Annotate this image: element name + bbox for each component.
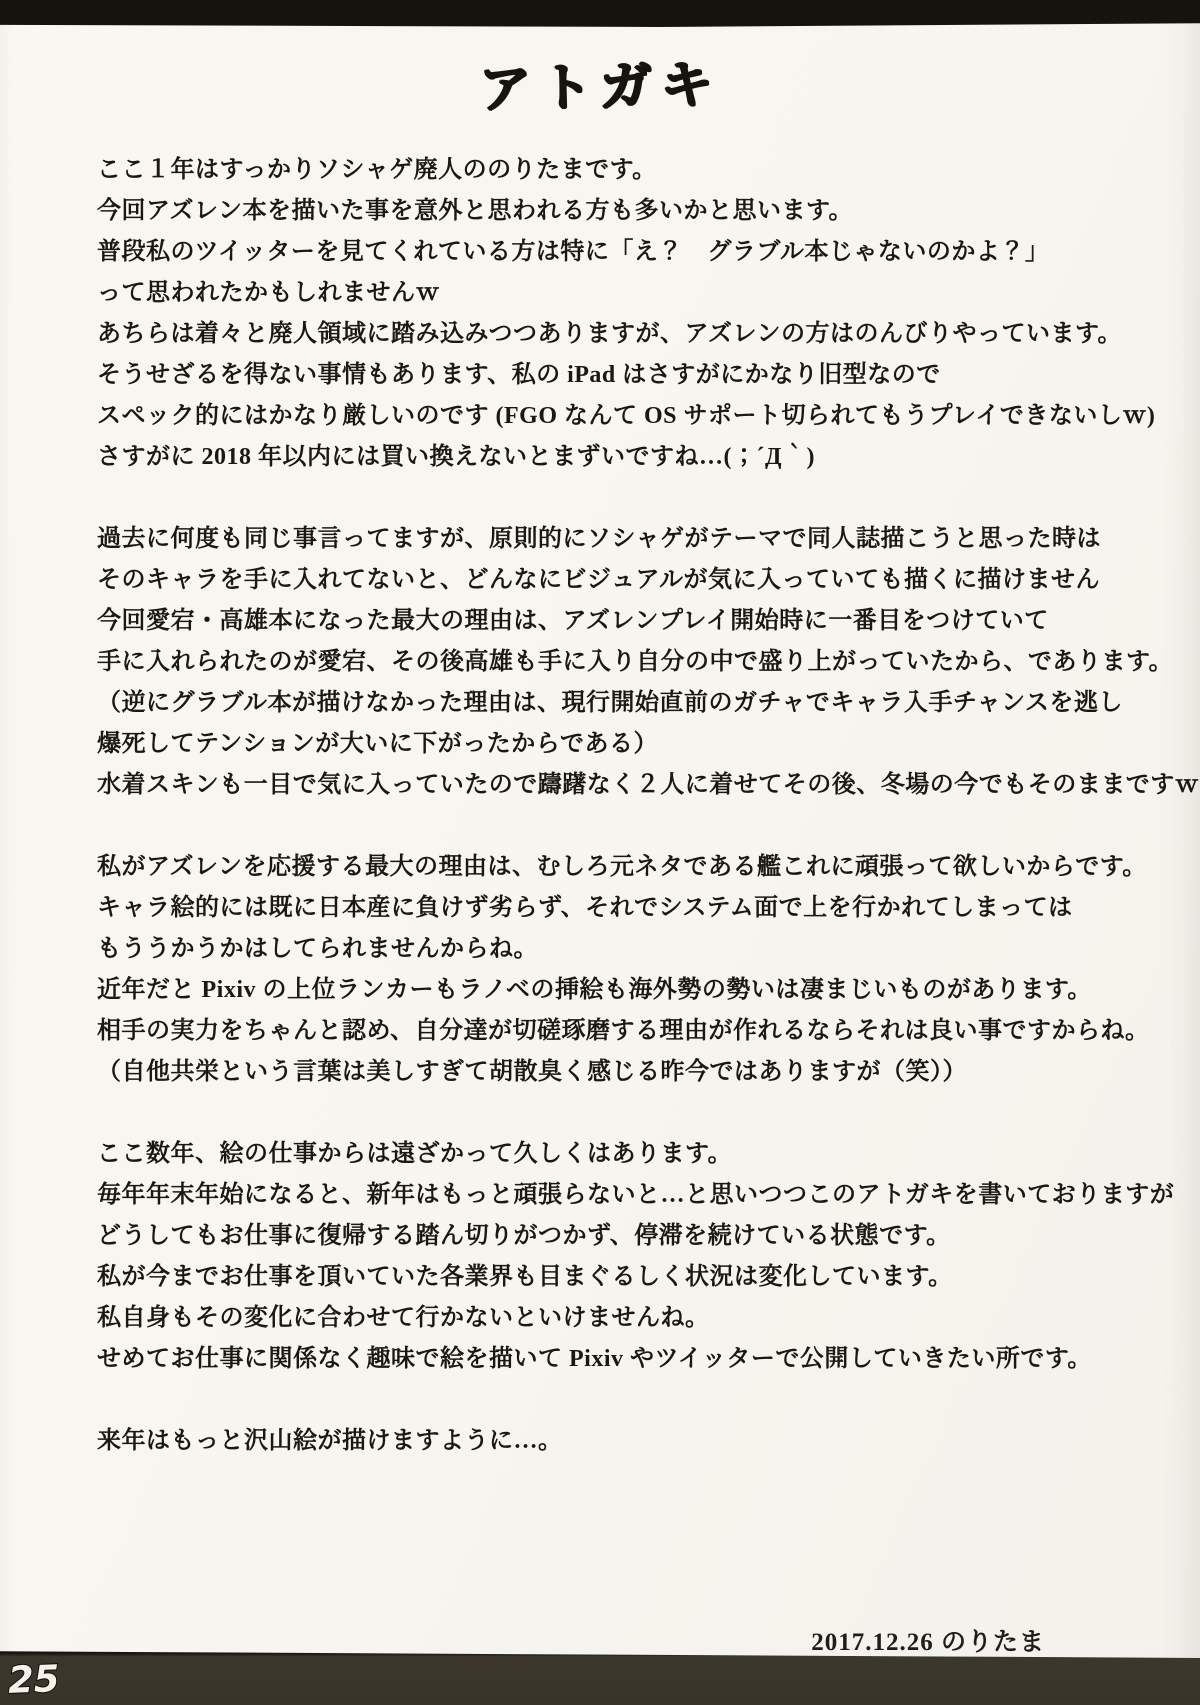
date-signature: 2017.12.26 のりたま (811, 1629, 1045, 1656)
text-line: 過去に何度も同じ事言ってますが、原則的にソシャゲがテーマで同人誌描こうと思った時は (97, 526, 1102, 552)
text-line: 来年はもっと沢山絵が描けますように…。 (97, 1428, 563, 1454)
text-line: そのキャラを手に入れてないと、どんなにビジュアルが気に入っていても描くに描けません (97, 567, 1101, 593)
text-line: 爆死してテンションが大いに下がったからである） (97, 731, 658, 757)
text-line: 毎年年末年始になると、新年はもっと頑張らないと…と思いつつこのアトガキを書いておりますが (97, 1182, 1175, 1208)
text-line: せめてお仕事に関係なく趣味で絵を描いて Pixiv やツイッターで公開していきたい所です。 (97, 1346, 1092, 1372)
text-line: 今回愛宕・高雄本になった最大の理由は、アズレンプレイ開始時に一番目をつけていて (97, 608, 1049, 634)
text-line: 相手の実力をちゃんと認め、自分達が切磋琢磨する理由が作れるならそれは良い事ですからね。 (97, 1018, 1150, 1044)
page-number: 25 (7, 1657, 61, 1702)
text-line: 私がアズレンを応援する最大の理由は、むしろ元ネタである艦これに頑張って欲しいからです。 (97, 854, 1147, 880)
text-line: キャラ絵的には既に日本産に負けず劣らず、それでシステム面で上を行かれてしまっては (97, 895, 1073, 921)
text-line: どうしてもお仕事に復帰する踏ん切りがつかず、停滞を続けている状態です。 (97, 1223, 951, 1249)
paragraph-2 (97, 519, 1200, 806)
text-line: 水着スキンも一目で気に入っていたので躊躇なく２人に着せてその後、冬場の今でもそのままですｗ (97, 772, 1200, 798)
text-line: さすがに 2018 年以内には買い換えないとまずいですね…(；´Д｀) (97, 444, 815, 470)
paragraph-5 (97, 1421, 1150, 1462)
paragraph-4 (97, 1134, 1175, 1380)
text-line: もううかうかはしてられませんからね。 (97, 936, 538, 962)
text-line: ここ数年、絵の仕事からは遠ざかって久しくはあります。 (97, 1141, 733, 1167)
text-line: そうせざるを得ない事情もあります、私の iPad はさすがにかなり旧型なので (97, 362, 941, 388)
afterword-body (97, 150, 1200, 1503)
paragraph-3 (97, 847, 1150, 1093)
text-line: 手に入れられたのが愛宕、その後高雄も手に入り自分の中で盛り上がっていたから、であります。 (97, 649, 1174, 675)
page-title: アトガキ (478, 54, 722, 120)
paragraph-1 (97, 150, 1156, 478)
text-line: あちらは着々と廃人領域に踏み込みつつありますが、アズレンの方はのんびりやっています。 (97, 321, 1123, 347)
text-line: 普段私のツイッターを見てくれている方は特に「え？ グラブル本じゃないのかよ？」 (97, 239, 1050, 265)
text-line: 私自身もその変化に合わせて行かないといけませんね。 (97, 1305, 710, 1331)
text-line: 近年だと Pixiv の上位ランカーもラノベの挿絵も海外勢の勢いは凄まじいものがあります。 (97, 977, 1092, 1003)
bottom-border-bar (0, 1649, 1200, 1705)
text-line: （逆にグラブル本が描けなかった理由は、現行開始直前のガチャでキャラ入手チャンスを逃し (97, 690, 1123, 716)
text-line: 私が今までお仕事を頂いていた各業界も目まぐるしく状況は変化しています。 (97, 1264, 953, 1290)
text-line: ここ１年はすっかりソシャゲ廃人ののりたまです。 (97, 157, 657, 183)
text-line: スペック的にはかなり厳しいのです (FGO なんて OS サポート切られてもうプレイできないしｗ) (97, 403, 1156, 429)
text-line: （自他共栄という言葉は美しすぎて胡散臭く感じる昨今ではありますが（笑）） (97, 1059, 967, 1085)
text-line: 今回アズレン本を描いた事を意外と思われる方も多いかと思います。 (97, 198, 854, 224)
top-border-bar (0, 0, 1200, 27)
text-line: って思われたかもしれませんｗ (97, 280, 440, 306)
